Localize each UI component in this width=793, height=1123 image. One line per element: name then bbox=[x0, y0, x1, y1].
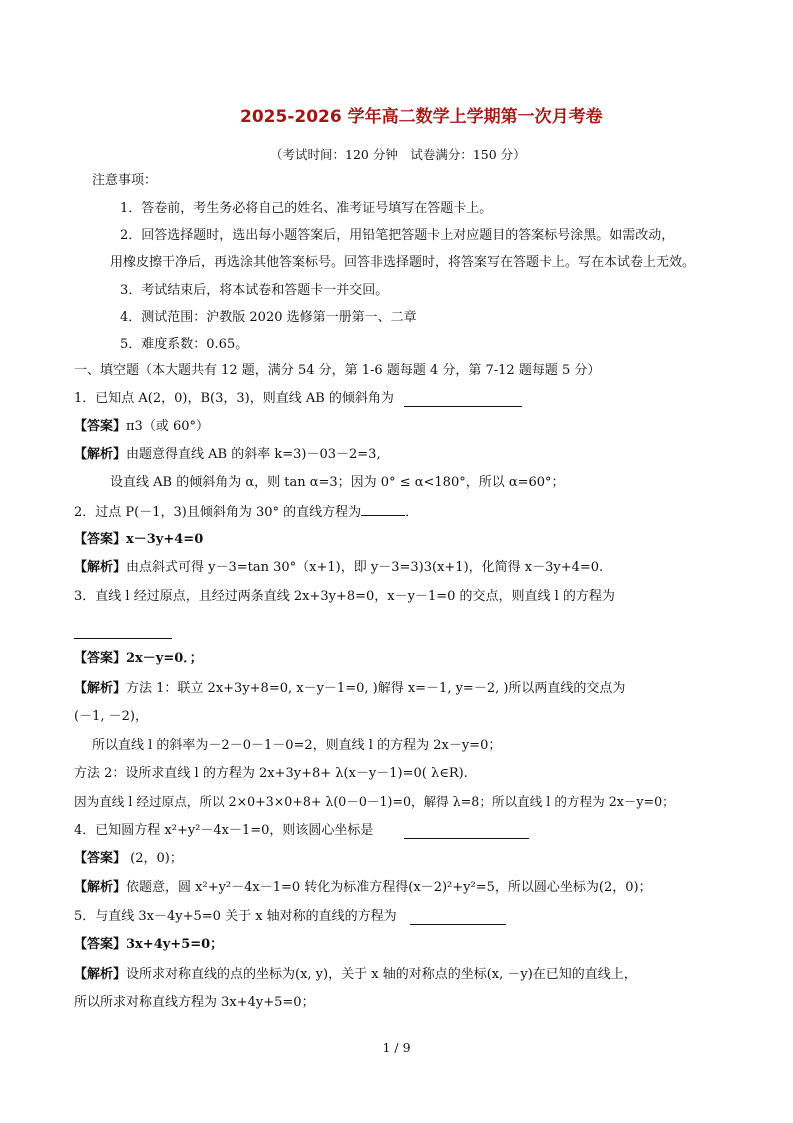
answer-label: 【答案】 bbox=[74, 851, 127, 866]
question-1-stem: 1．已知点 A(2，0)，B(3，3)，则直线 AB 的倾斜角为 bbox=[74, 391, 394, 406]
analysis-text: 方法 1：联立 2x+3y+8=0, x－y－1=0, )解得 x=－1, y=－2, )所以两直线的交点为 bbox=[126, 681, 626, 696]
page-title: 2025-2026 学年高二数学上学期第一次月考卷 bbox=[240, 107, 603, 127]
answer-blank bbox=[404, 406, 522, 407]
analysis-text: 由点斜式可得 y－3=tan 30°（x+1)，即 y－3=3)3(x+1)，化简得 x－3y+4=0. bbox=[126, 560, 604, 575]
analysis-label: 【解析】 bbox=[74, 967, 127, 982]
answer-text: 3x+4y+5=0； bbox=[126, 937, 224, 952]
answer-label: 【答案】 bbox=[74, 419, 127, 434]
answer-blank bbox=[361, 503, 405, 516]
question-2-analysis bbox=[74, 559, 603, 577]
question-4-analysis bbox=[74, 879, 652, 897]
answer-text: π3（或 60°） bbox=[126, 419, 210, 434]
analysis-label: 【解析】 bbox=[74, 880, 127, 895]
analysis-text: 方法 2：设所求直线 l 的方程为 2x+3y+8+ λ(x－y－1)=0( λ∈R). bbox=[74, 766, 468, 781]
analysis-label: 【解析】 bbox=[74, 447, 127, 462]
answer-blank bbox=[74, 638, 172, 639]
analysis-text: 所以所求对称直线方程为 3x+4y+5=0； bbox=[74, 995, 315, 1010]
stem-text: 2．过点 P(－1，3)且倾斜角为 30° 的直线方程为 bbox=[74, 505, 362, 520]
question-3-analysis bbox=[74, 680, 625, 698]
question-3-stem: 3．直线 l 经过原点，且经过两条直线 2x+3y+8=0，x－y－1=0 的交点，则直线 l 的方程为 bbox=[74, 589, 615, 604]
question-2-stem: 2．过点 P(－1，3)且倾斜角为 30° 的直线方程为 ． bbox=[74, 505, 419, 520]
answer-label: 【答案】 bbox=[74, 532, 127, 547]
page-number: 1 / 9 bbox=[382, 1040, 411, 1055]
note-item: 1．答卷前，考生务必将自己的姓名、准考证号填写在答题卡上。 bbox=[120, 201, 493, 216]
answer-text: x－3y+4=0 bbox=[126, 532, 204, 547]
answer-blank bbox=[404, 838, 529, 839]
question-1-analysis bbox=[74, 446, 381, 464]
note-item: 用橡皮擦干净后，再选涂其他答案标号。回答非选择题时，将答案写在答题卡上。写在本试卷上无效。 bbox=[110, 255, 696, 270]
note-item: 3．考试结束后，将本试卷和答题卡一并交回。 bbox=[120, 283, 389, 298]
question-2-answer bbox=[74, 531, 203, 549]
section-heading: 一、填空题（本大题共有 12 题，满分 54 分，第 1-6 题每题 4 分，第 7-12 题每题 5 分） bbox=[74, 363, 601, 378]
note-item: 4．测试范围：沪教版 2020 选修第一册第一、二章 bbox=[120, 310, 417, 325]
answer-text: 2x－y=0．； bbox=[126, 651, 203, 666]
answer-blank bbox=[410, 924, 506, 925]
note-item: 2．回答选择题时，选出每小题答案后，用铅笔把答题卡上对应题目的答案标号涂黑。如需改动， bbox=[120, 228, 675, 243]
answer-label: 【答案】 bbox=[74, 651, 127, 666]
analysis-text: 所以直线 l 的斜率为－2－0－1－0=2，则直线 l 的方程为 2x－y=0； bbox=[92, 738, 502, 753]
question-5-answer bbox=[74, 936, 223, 954]
question-5-stem: 5．与直线 3x－4y+5=0 关于 x 轴对称的直线的方程为 bbox=[74, 909, 397, 924]
analysis-label: 【解析】 bbox=[74, 560, 127, 575]
notes-heading: 注意事项： bbox=[92, 173, 158, 188]
analysis-text: (－1, －2)， bbox=[74, 709, 148, 724]
answer-text: (2，0)； bbox=[126, 851, 183, 866]
question-5-analysis bbox=[74, 966, 637, 984]
analysis-text: 依题意，圆 x²+y²－4x－1=0 转化为标准方程得(x－2)²+y²=5，所以圆心坐标为(2，0)； bbox=[126, 880, 652, 895]
analysis-text: 设所求对称直线的点的坐标为(x, y)，关于 x 轴的对称点的坐标(x, －y)在已知的直线上， bbox=[126, 967, 637, 982]
analysis-text: 由题意得直线 AB 的斜率 k=3)－03－2=3, bbox=[126, 447, 381, 462]
answer-label: 【答案】 bbox=[74, 937, 127, 952]
question-4-answer bbox=[74, 850, 183, 868]
note-item: 5．难度系数：0.65。 bbox=[120, 337, 249, 352]
question-4-stem: 4．已知圆方程 x²+y²－4x－1=0，则该圆心坐标是 bbox=[74, 823, 374, 838]
question-1-answer bbox=[74, 418, 209, 436]
analysis-text: 因为直线 l 经过原点，所以 2×0+3×0+8+ λ(0－0－1)=0，解得 λ=8；所以直线 l 的方程为 2x－y=0； bbox=[74, 794, 675, 809]
question-3-answer bbox=[74, 650, 203, 668]
exam-info: （考试时间：120 分钟 试卷满分：150 分） bbox=[270, 147, 526, 162]
analysis-text: 设直线 AB 的倾斜角为 α，则 tan α=3；因为 0° ≤ α<180°，所以 α=60°； bbox=[110, 475, 565, 490]
analysis-label: 【解析】 bbox=[74, 681, 127, 696]
